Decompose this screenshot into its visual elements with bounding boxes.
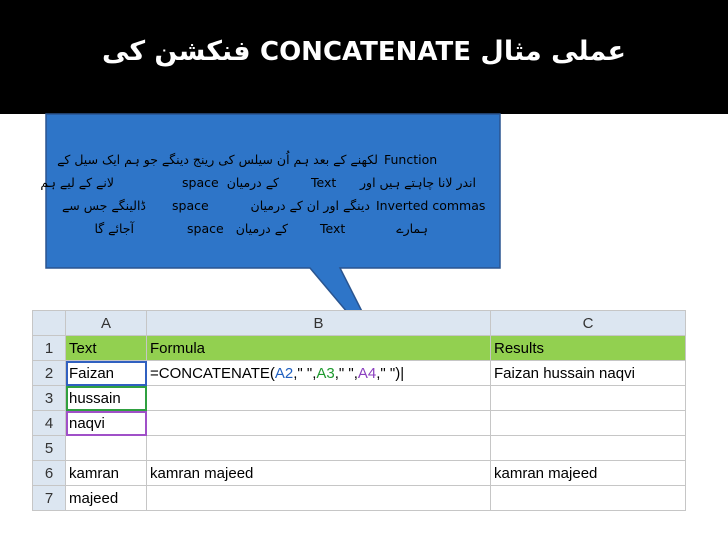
- cell-c1[interactable]: Results: [491, 336, 686, 361]
- column-header-b[interactable]: B: [147, 311, 491, 336]
- column-header-row: [33, 311, 686, 336]
- table-row: [33, 361, 686, 386]
- title-urdu-part-1: عملی مثال: [480, 36, 626, 67]
- callout-text-urdu: ہمارے: [396, 221, 428, 236]
- callout-text-urdu: دینگے اور ان کے درمیان: [250, 198, 370, 213]
- callout-line-2: [40, 171, 496, 194]
- formula-ref-a2: A2: [274, 364, 294, 382]
- row-header[interactable]: 7: [33, 486, 66, 511]
- cell-a4[interactable]: naqvi: [66, 411, 147, 436]
- callout-word-function: Function: [384, 152, 438, 167]
- callout-text-urdu: لکھنے کے بعد ہم اُن سیلس کی رینج دینگے جو ہم ایک سیل کے: [57, 152, 378, 167]
- callout-text-urdu: لانے کے لیے ہم: [40, 175, 114, 190]
- callout-text-urdu: آجائے گا: [94, 221, 134, 236]
- cell-b7[interactable]: [147, 486, 491, 511]
- callout-text: [40, 148, 496, 240]
- column-header-c[interactable]: C: [491, 311, 686, 336]
- cell-b3[interactable]: [147, 386, 491, 411]
- callout-word-text: Text: [311, 175, 337, 190]
- table-row: [33, 336, 686, 361]
- cell-b2-formula[interactable]: [147, 361, 491, 386]
- cell-c6[interactable]: kamran majeed: [491, 461, 686, 486]
- row-header[interactable]: 1: [33, 336, 66, 361]
- row-header[interactable]: 4: [33, 411, 66, 436]
- cell-c7[interactable]: [491, 486, 686, 511]
- formula-end: ," "): [376, 364, 401, 382]
- table-row: [33, 411, 686, 436]
- callout-word-space: space: [172, 198, 209, 213]
- table-row: [33, 386, 686, 411]
- cell-b5[interactable]: [147, 436, 491, 461]
- callout-text-urdu: کے درمیان: [235, 221, 288, 236]
- text-cursor: |: [400, 364, 405, 382]
- cell-a7[interactable]: majeed: [66, 486, 147, 511]
- callout-line-3: [56, 194, 496, 217]
- cell-c2[interactable]: Faizan hussain naqvi: [491, 361, 686, 386]
- row-header[interactable]: 6: [33, 461, 66, 486]
- cell-a3[interactable]: hussain: [66, 386, 147, 411]
- formula-separator: ," ",: [293, 364, 317, 382]
- cell-a2[interactable]: Faizan: [66, 361, 147, 386]
- formula-ref-a4: A4: [357, 364, 377, 382]
- cell-c3[interactable]: [491, 386, 686, 411]
- row-header[interactable]: 5: [33, 436, 66, 461]
- table-row: [33, 486, 686, 511]
- title-function-name: CONCATENATE: [260, 37, 471, 67]
- callout-word-text: Text: [320, 221, 346, 236]
- cell-c5[interactable]: [491, 436, 686, 461]
- table-row: [33, 436, 686, 461]
- spreadsheet-grid: [32, 310, 686, 511]
- callout-text-urdu: اندر لانا چاہتے ہیں اور: [360, 175, 476, 190]
- row-header[interactable]: 2: [33, 361, 66, 386]
- row-header[interactable]: 3: [33, 386, 66, 411]
- table-row: [33, 461, 686, 486]
- formula-ref-a3: A3: [316, 364, 335, 382]
- callout-word-space: space: [187, 221, 224, 236]
- callout-line-1: [56, 148, 496, 171]
- cell-b6[interactable]: kamran majeed: [147, 461, 491, 486]
- select-all-corner[interactable]: [33, 311, 66, 336]
- cell-a5[interactable]: [66, 436, 147, 461]
- title-urdu-part-2: فنکشن کی: [102, 36, 251, 67]
- cell-b1[interactable]: Formula: [147, 336, 491, 361]
- formula-function: =CONCATENATE(: [150, 364, 275, 382]
- spreadsheet: [32, 310, 686, 511]
- cell-b4[interactable]: [147, 411, 491, 436]
- cell-a1[interactable]: Text: [66, 336, 147, 361]
- callout-word-inverted-commas: Inverted commas: [376, 198, 486, 213]
- column-header-a[interactable]: A: [66, 311, 147, 336]
- cell-a6[interactable]: kamran: [66, 461, 147, 486]
- callout-line-4: [56, 217, 496, 240]
- callout-word-space: space: [182, 175, 219, 190]
- callout-text-urdu: کے درمیان: [226, 175, 279, 190]
- callout-text-urdu: ڈالینگے جس سے: [61, 198, 146, 213]
- cell-c4[interactable]: [491, 411, 686, 436]
- formula-separator: ," ",: [334, 364, 358, 382]
